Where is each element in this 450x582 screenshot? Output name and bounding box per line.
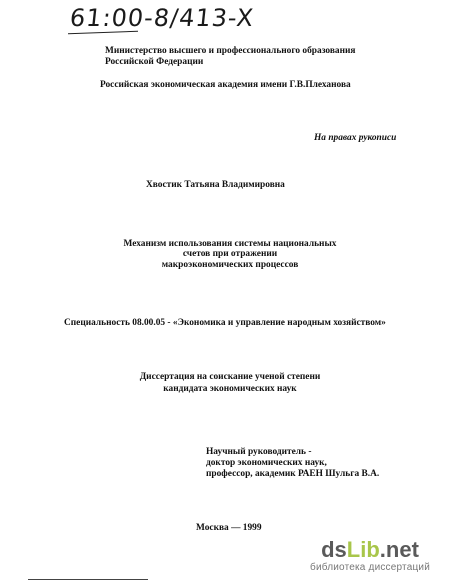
logo-brand-net: .net: [379, 537, 419, 562]
specialty: Специальность 08.00.05 - «Экономика и управление народным хозяйством»: [64, 318, 386, 328]
scan-edge-line: [28, 579, 148, 580]
ministry-line-1: Министерство высшего и профессионального образования: [105, 46, 356, 56]
city-year: Москва — 1999: [196, 523, 262, 533]
ministry-line-2: Российской Федерации: [105, 57, 204, 67]
rights-note: На правах рукописи: [314, 133, 397, 143]
handwritten-catalog-code: 61:00-8/413-X: [68, 4, 256, 32]
dissertation-line-1: Диссертация на соискание ученой степени: [139, 372, 321, 382]
supervisor-line-1: Научный руководитель -: [206, 447, 312, 457]
thesis-title-line-2: счетов при отражении: [182, 249, 278, 259]
logo-subtitle: библиотека диссертаций: [310, 562, 430, 573]
logo-brand-ds: ds: [321, 537, 347, 562]
dissertation-line-2: кандидата экономических наук: [163, 384, 297, 394]
academy-name: Российская экономическая академия имени Г.В.Плеханова: [100, 80, 351, 90]
logo-brand-lib: Lib: [346, 537, 380, 562]
dslib-watermark-logo: [310, 538, 430, 574]
supervisor-line-2: доктор экономических наук,: [206, 458, 327, 468]
author-name: Хвостик Татьяна Владимировна: [146, 180, 285, 190]
thesis-title-line-3: макроэкономических процессов: [161, 260, 299, 270]
thesis-title-line-1: Механизм использования системы национальных: [123, 239, 337, 249]
supervisor-line-3: профессор, академик РАЕН Шульга В.А.: [206, 469, 380, 479]
